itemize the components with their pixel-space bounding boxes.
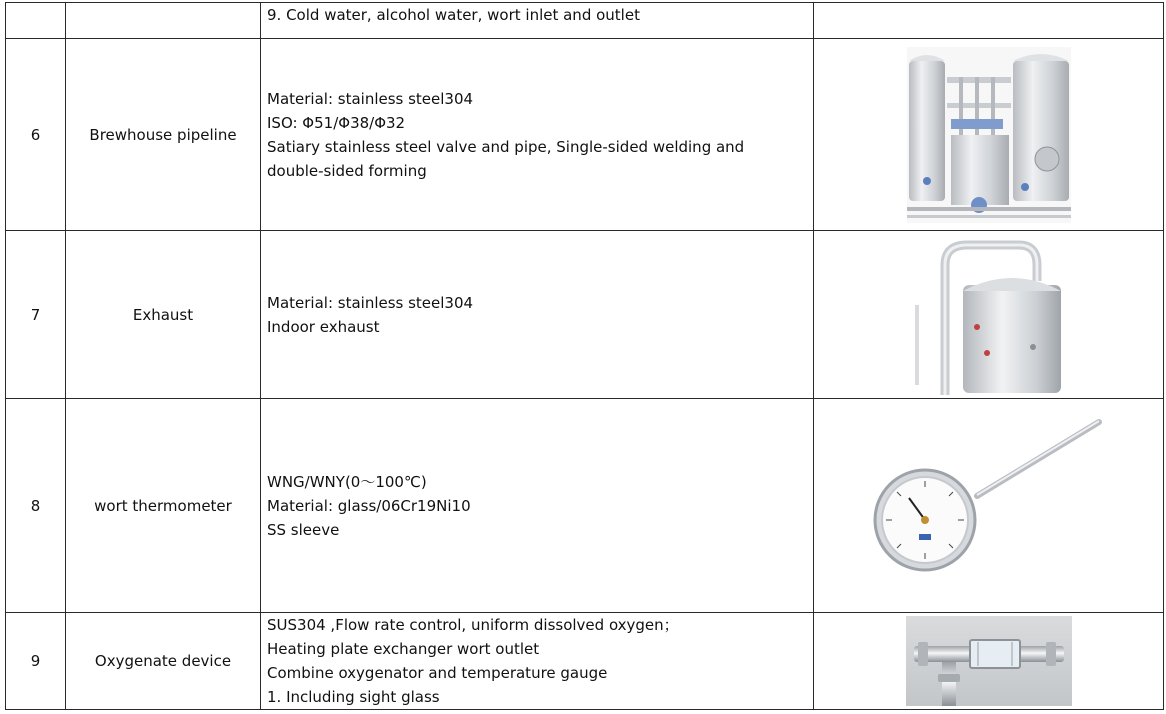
description-line: Material: glass/06Cr19Ni10 [267,496,471,515]
description-line: ISO: Φ51/Φ38/Φ32 [267,113,406,132]
description-line: Material: stainless steel304 [267,89,474,108]
row-number: 8 [6,399,66,613]
description-line: 1. Including sight glass [267,688,440,706]
brewhouse-pipeline-photo [907,47,1071,223]
spec-table [5,2,1164,710]
description-line: Satiary stainless steel valve and pipe, Single-sided welding and [267,137,745,156]
item-name: Oxygenate device [66,613,261,710]
description-line: double-sided forming [267,161,427,180]
description-cell [261,399,814,613]
description-cell [261,39,814,231]
exhaust-photo [915,235,1063,395]
row-number: 6 [6,39,66,231]
no-cell [6,3,66,39]
image-cell [814,231,1164,399]
image-cell [814,3,1164,39]
image-cell [814,613,1164,710]
row-number: 7 [6,231,66,399]
table-row-6 [6,39,1164,231]
item-name: Exhaust [66,231,261,399]
table-row-7 [6,231,1164,399]
description-line: Heating plate exchanger wort outlet [267,640,540,658]
description-cell [261,613,814,710]
name-cell [66,3,261,39]
description-line: SS sleeve [267,520,340,539]
description-cell [261,231,814,399]
table-row-8 [6,399,1164,613]
description-line: Combine oxygenator and temperature gauge [267,664,608,682]
oxygenate-device-photo [906,616,1072,706]
table-row-top [6,3,1164,39]
image-cell [814,39,1164,231]
image-cell [814,399,1164,613]
item-name: Brewhouse pipeline [66,39,261,231]
thermometer-photo [873,418,1105,594]
description-line: SUS304 ,Flow rate control, uniform dissolved oxygen； [267,616,679,634]
description-line: Indoor exhaust [267,317,380,336]
row-number: 9 [6,613,66,710]
description-line: 9. Cold water, alcohol water, wort inlet and outlet [267,6,640,24]
description-line: Material: stainless steel304 [267,293,474,312]
table-row-9 [6,613,1164,710]
description-line: WNG/WNY(0～100℃) [267,472,427,491]
item-name: wort thermometer [66,399,261,613]
description-cell [261,3,814,39]
